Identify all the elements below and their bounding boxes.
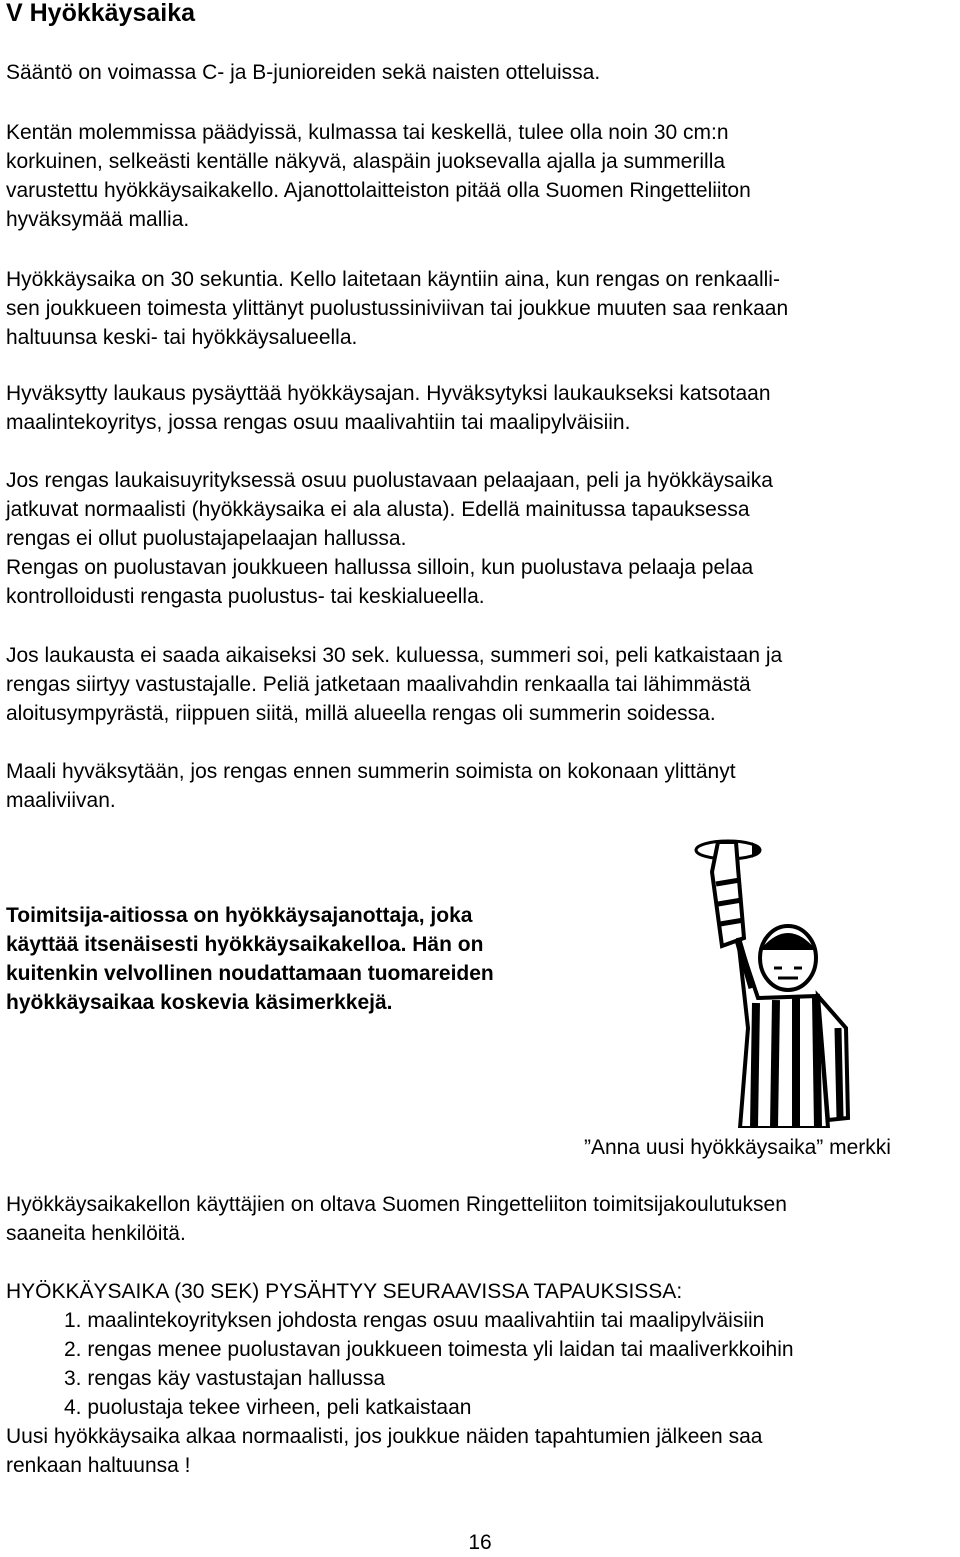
bold-note-timekeeper: Toimitsija-aitiossa on hyökkäysajanottaja, joka käyttää itsenäisesti hyökkäysaikakelloa. Hän on kuitenkin velvollinen noudattamaan tuomareiden hyökkäysaikaa koskevia käsimerkkejä. (6, 904, 494, 1014)
figure-caption: ”Anna uusi hyökkäysaika” merkki (584, 1136, 891, 1159)
paragraph-buzzer: Jos laukausta ei saada aikaiseksi 30 sek. kuluessa, summeri soi, peli katkaistaan ja rengas siirtyy vastustajalle. Peliä jatketaan maalivahdin renkaalla tai lähimmästä aloitusympyrästä, riippuen siitä, millä alueella rengas oli summerin soidessa. (6, 644, 783, 725)
paragraph-clock-requirements: Kentän molemmissa päädyissä, kulmassa tai keskellä, tulee olla noin 30 cm:n korkuinen, selkeästi kentälle näkyvä, alaspäin juoksevalla ajalla ja summerilla varustettu hyökkäysaikakello. Ajanottolaitteiston pitää olla Suomen Ringetteliiton hyväksymää mallia. (6, 121, 751, 231)
list-item: 3. rengas käy vastustajan hallussa (64, 1367, 386, 1390)
paragraph-scope: Sääntö on voimassa C- ja B-junioreiden sekä naisten otteluissa. (6, 61, 601, 84)
paragraph-attack-time: Hyökkäysaika on 30 sekuntia. Kello laitetaan käyntiin aina, kun rengas on renkaalli- sen joukkueen toimesta ylittänyt puolustussiniviivan tai joukkue muuten saa renkaan haltuunsa keski- tai hyökkäysalueella. (6, 268, 789, 349)
paragraph-goal-accepted: Maali hyväksytään, jos rengas ennen summerin soimista on kokonaan ylittänyt maaliviivan. (6, 760, 736, 812)
referee-signal-icon (678, 828, 858, 1128)
paragraph-deflection: Jos rengas laukaisuyrityksessä osuu puolustavaan pelaajaan, peli ja hyökkäysaika jatkuvat normaalisti (hyökkäysaika ei ala alusta). Edellä mainitussa tapauksessa rengas ei ollut puolustajapelaajan hallussa. Rengas on puolustavan joukkueen hallussa silloin, kun puolustava pelaaja pelaa kontrolloidusti rengasta puolustus- tai keskialueella. (6, 469, 773, 608)
page-number: 16 (468, 1531, 492, 1554)
paragraph-closing: Uusi hyökkäysaika alkaa normaalisti, jos joukkue näiden tapahtumien jälkeen saa renkaan haltuunsa ! (6, 1425, 763, 1477)
stop-cases-list (6, 1277, 794, 1422)
list-item: 2. rengas menee puolustavan joukkueen toimesta yli laidan tai maaliverkkoihin (64, 1338, 794, 1361)
list-item: 4. puolustaja tekee virheen, peli katkaistaan (64, 1396, 472, 1419)
list-item: 1. maalintekoyrityksen johdosta rengas osuu maalivahtiin tai maalipylväisiin (64, 1309, 765, 1332)
section-heading: V Hyökkäysaika (6, 0, 196, 27)
stop-cases-heading: HYÖKKÄYSAIKA (30 SEK) PYSÄHTYY SEURAAVISSA TAPAUKSISSA: (6, 1280, 683, 1303)
paragraph-accepted-shot: Hyväksytty laukaus pysäyttää hyökkäysajan. Hyväksytyksi laukaukseksi katsotaan maalintekoyritys, jossa rengas osuu maalivahtiin tai maalipylväisiin. (6, 382, 771, 434)
paragraph-clock-operators: Hyökkäysaikakellon käyttäjien on oltava Suomen Ringetteliiton toimitsijakoulutuksen saaneita henkilöitä. (6, 1193, 787, 1245)
